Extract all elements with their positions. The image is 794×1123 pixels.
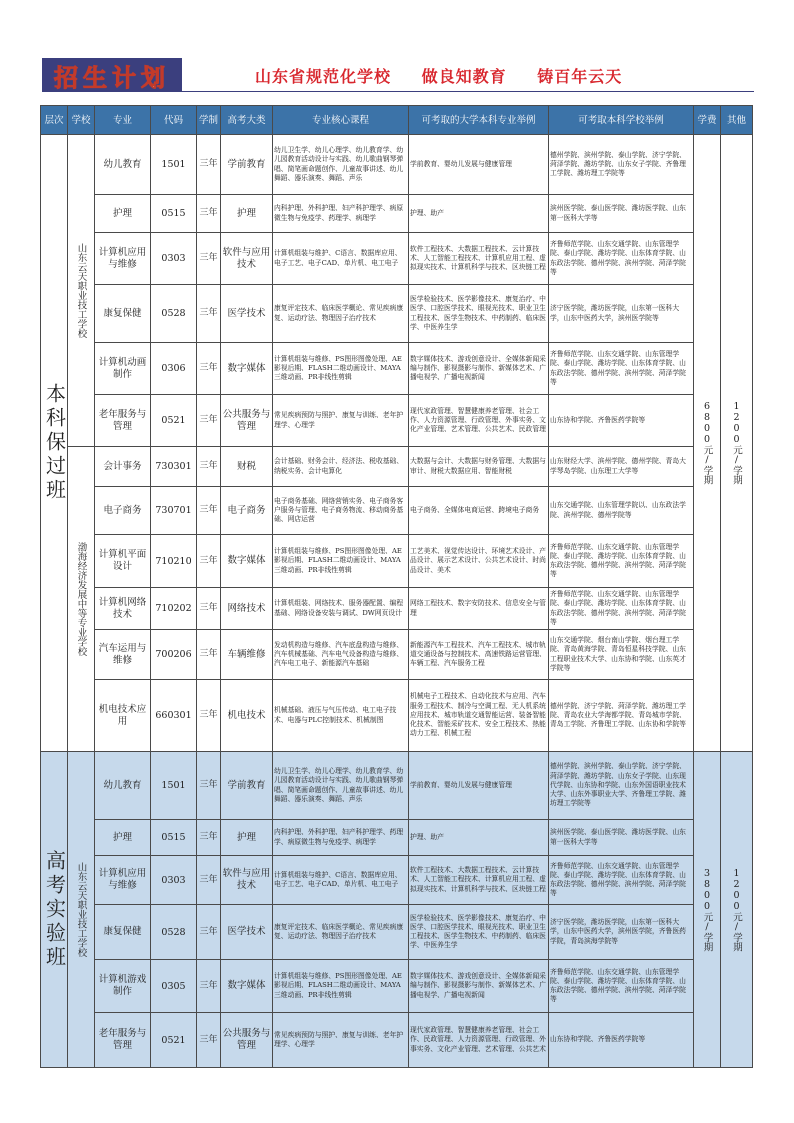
- category-cell: 财税: [221, 447, 273, 487]
- major-cell: 会计事务: [95, 447, 151, 487]
- column-header: 高考大类: [221, 106, 273, 135]
- school-cell-text: 山东云天职业技工学校: [75, 243, 87, 338]
- universities-cell: 济宁医学院，潍坊医学院，山东第一医科大学，山东中医药大学，滨州医学院，齐鲁医药学院，青岛滨海学院等: [549, 905, 694, 960]
- courses-cell: 内科护理、外科护理、妇产科护理学、病原微生物与免疫学、药理学、病理学: [273, 195, 409, 233]
- courses-cell: 幼儿卫生学、幼儿心理学、幼儿教育学、幼儿园教育活动设计与实践、幼儿歌曲钢琴弹唱、简笔画命题创作、儿童故事讲述、幼儿舞蹈、器乐演奏、舞蹈、声乐: [273, 752, 409, 820]
- courses-cell: 内科护理、外科护理、妇产科护理学、药理学、病原微生物与免疫学、病理学: [273, 820, 409, 856]
- years-cell: 三年: [197, 588, 221, 630]
- code-cell: 0303: [151, 233, 197, 285]
- major-cell: 幼儿教育: [95, 752, 151, 820]
- table-row: [41, 233, 753, 285]
- years-cell: 三年: [197, 195, 221, 233]
- table-row: [41, 856, 753, 905]
- university-majors-cell: 软件工程技术、大数据工程技术、云计算技术、人工智能工程技术、计算机应用工程、虚拟现实技术、计算机科学与技术、区块链工程: [409, 233, 549, 285]
- code-cell: 0303: [151, 856, 197, 905]
- column-header: 可考取本科学校举例: [549, 106, 694, 135]
- code-cell: 660301: [151, 680, 197, 752]
- years-cell: 三年: [197, 233, 221, 285]
- major-cell: 计算机应用与维修: [95, 856, 151, 905]
- code-cell: 0521: [151, 395, 197, 447]
- major-cell: 计算机游戏制作: [95, 960, 151, 1013]
- slogan-part: 铸百年云天: [537, 67, 623, 86]
- category-cell: 医学技术: [221, 905, 273, 960]
- courses-cell: 计算机组装与维修、PS图形图像处理、AE影视后期、FLASH二维动画设计、MAYA三维动画、PR非线性剪辑: [273, 343, 409, 395]
- courses-cell: 常见疾病预防与照护、康复与训练、老年护理学、心理学: [273, 1013, 409, 1068]
- major-cell: 康复保健: [95, 905, 151, 960]
- code-cell: 0305: [151, 960, 197, 1013]
- category-cell: 护理: [221, 820, 273, 856]
- code-cell: 0515: [151, 820, 197, 856]
- category-cell: 网络技术: [221, 588, 273, 630]
- years-cell: 三年: [197, 487, 221, 535]
- table-row: [41, 905, 753, 960]
- table-row: [41, 752, 753, 820]
- other-fee-cell-text: 1200元/学期: [731, 401, 742, 485]
- header-divider: [180, 91, 754, 92]
- major-cell: 汽车运用与维修: [95, 630, 151, 680]
- courses-cell: 计算机组装与维护、C语言、数据库应用、电子工艺、电子CAD、单片机、电工电子: [273, 856, 409, 905]
- category-cell: 学前教育: [221, 752, 273, 820]
- code-cell: 0515: [151, 195, 197, 233]
- code-cell: 0521: [151, 1013, 197, 1068]
- years-cell: 三年: [197, 960, 221, 1013]
- code-cell: 0528: [151, 905, 197, 960]
- courses-cell: 电子商务基础、网络营销实务、电子商务客户服务与管理、电子商务物流、移动商务基础、网店运营: [273, 487, 409, 535]
- category-cell: 电子商务: [221, 487, 273, 535]
- universities-cell: 山东协和学院、齐鲁医药学院等: [549, 1013, 694, 1068]
- university-majors-cell: 数字媒体技术、游戏创意设计、全媒体新闻采编与制作、影视摄影与制作、新媒体艺术、广播电视学、广播电视新闻: [409, 960, 549, 1013]
- code-cell: 730701: [151, 487, 197, 535]
- slogan-part: 做良知教育: [421, 67, 507, 86]
- courses-cell: 机械基础、液压与气压传动、电工电子技术、电器与PLC控制技术、机械制图: [273, 680, 409, 752]
- university-majors-cell: 医学检验技术、医学影像技术、康复治疗、中医学、口腔医学技术、眼视光技术、职业卫生工程技术、医学生物技术、中药制药、临床医学、中医养生学: [409, 285, 549, 343]
- courses-cell: 计算机组装与维护、C语言、数据库应用、电子工艺、电子CAD、单片机、电工电子: [273, 233, 409, 285]
- universities-cell: 齐鲁师范学院、山东交通学院、山东管理学院、泰山学院、潍坊学院、山东体育学院、山东政法学院、德州学院、滨州学院、菏泽学院等: [549, 588, 694, 630]
- major-cell: 电子商务: [95, 487, 151, 535]
- universities-cell: 滨州医学院、泰山医学院、潍坊医学院、山东第一医科大学等: [549, 195, 694, 233]
- major-cell: 计算机应用与维修: [95, 233, 151, 285]
- column-header: 可考取的大学本科专业举例: [409, 106, 549, 135]
- category-cell: 学前教育: [221, 135, 273, 195]
- level-cell-text: 高考实验班: [42, 849, 67, 970]
- major-cell: 老年服务与管理: [95, 1013, 151, 1068]
- university-majors-cell: 软件工程技术、大数据工程技术、云计算技术、人工智能工程技术、计算机应用工程、虚拟现实技术、计算机科学与技术、区块链工程: [409, 856, 549, 905]
- years-cell: 三年: [197, 905, 221, 960]
- universities-cell: 德州学院、滨州学院、泰山学院、济宁学院、菏泽学院、潍坊学院、山东女子学院、齐鲁理工学院、潍坊理工学院等: [549, 135, 694, 195]
- category-cell: 护理: [221, 195, 273, 233]
- courses-cell: 康复评定技术、临床医学概论、常见疾病康复、运动疗法、物理因子治疗技术: [273, 905, 409, 960]
- university-majors-cell: 学前教育、婴幼儿发展与健康管理: [409, 135, 549, 195]
- level-cell: [41, 752, 68, 1068]
- courses-cell: 发动机构造与维修、汽车底盘构造与维修、汽车机械基础、汽车电气设备构造与维修、汽车电工电子、新能源汽车基础: [273, 630, 409, 680]
- category-cell: 数字媒体: [221, 343, 273, 395]
- universities-cell: 山东财经大学、滨州学院、德州学院、青岛大学琴岛学院、山东理工大学等: [549, 447, 694, 487]
- universities-cell: 山东交通学院、山东管理学院以、山东政法学院、滨州学院、德州学院等: [549, 487, 694, 535]
- universities-cell: 德州学院、济宁学院、菏泽学院、潍坊理工学院、青岛农业大学海都学院、青岛城市学院、青岛工学院、齐鲁理工学院、山东协和学院等: [549, 680, 694, 752]
- code-cell: 710202: [151, 588, 197, 630]
- university-majors-cell: 网络工程技术、数字安防技术、信息安全与管理: [409, 588, 549, 630]
- table-row: [41, 343, 753, 395]
- column-header: 学校: [68, 106, 95, 135]
- universities-cell: 德州学院、滨州学院、泰山学院、济宁学院、菏泽学院、潍坊学院、山东女子学院、山东现代学院、山东协和学院、山东外国语职业技术大学、山东外事职业大学、齐鲁理工学院、潍坊理工学院等: [549, 752, 694, 820]
- universities-cell: 山东协和学院、齐鲁医药学院等: [549, 395, 694, 447]
- other-fee-cell-text: 1200元/学期: [731, 867, 742, 952]
- years-cell: 三年: [197, 820, 221, 856]
- category-cell: 软件与应用技术: [221, 233, 273, 285]
- universities-cell: 滨州医学院、泰山医学院、潍坊医学院、山东第一医科大学等: [549, 820, 694, 856]
- category-cell: 公共服务与管理: [221, 395, 273, 447]
- years-cell: 三年: [197, 395, 221, 447]
- column-header: 专业核心课程: [273, 106, 409, 135]
- tuition-cell-text: 3800元/学期: [701, 867, 713, 952]
- column-header: 其他: [721, 106, 753, 135]
- university-majors-cell: 现代家政管理、智慧健康养老管理、社会工作、人力资源管理、行政管理、外事实务、文化产业管理、艺术管理、公共艺术、民政管理: [409, 395, 549, 447]
- universities-cell: 济宁医学院，潍坊医学院，山东第一医科大学，山东中医药大学，滨州医学院等: [549, 285, 694, 343]
- code-cell: 0306: [151, 343, 197, 395]
- code-cell: 1501: [151, 135, 197, 195]
- table-row: [41, 535, 753, 588]
- column-header: 层次: [41, 106, 68, 135]
- courses-cell: 会计基础、财务会计、经济法、税收基础、纳税实务、会计电算化: [273, 447, 409, 487]
- university-majors-cell: 电子商务、全媒体电商运营、跨境电子商务: [409, 487, 549, 535]
- column-header: 代码: [151, 106, 197, 135]
- category-cell: 医学技术: [221, 285, 273, 343]
- university-majors-cell: 学前教育、婴幼儿发展与健康管理: [409, 752, 549, 820]
- title-banner: [42, 58, 182, 92]
- years-cell: 三年: [197, 343, 221, 395]
- years-cell: 三年: [197, 630, 221, 680]
- university-majors-cell: 新能源汽车工程技术、汽车工程技术、城市轨道交通设备与控制技术、高速铁路运营管理、车辆工程、汽车服务工程: [409, 630, 549, 680]
- courses-cell: 计算机组装与维修、PS图形图像处理、AE影视后期、FLASH二维动画设计、MAYA三维动画、PR非线性剪辑: [273, 960, 409, 1013]
- university-majors-cell: 工艺美术、视觉传达设计、环境艺术设计、产品设计、展示艺术设计、公共艺术设计、时尚品设计、美术: [409, 535, 549, 588]
- category-cell: 公共服务与管理: [221, 1013, 273, 1068]
- code-cell: 700206: [151, 630, 197, 680]
- table-row: [41, 680, 753, 752]
- years-cell: 三年: [197, 447, 221, 487]
- universities-cell: 山东交通学院、烟台南山学院、烟台理工学院、青岛黄海学院、青岛恒星科技学院、山东工程职业技术大学、山东协和学院、山东英才学院等: [549, 630, 694, 680]
- tuition-cell-text: 6800元/学期: [701, 401, 713, 485]
- table-row: [41, 630, 753, 680]
- column-header: 学费: [694, 106, 721, 135]
- courses-cell: 康复评定技术、临床医学概论、常见疾病康复、运动疗法、物理因子治疗技术: [273, 285, 409, 343]
- major-cell: 护理: [95, 195, 151, 233]
- category-cell: 软件与应用技术: [221, 856, 273, 905]
- tuition-cell: [694, 135, 721, 752]
- table-row: [41, 135, 753, 195]
- universities-cell: 齐鲁师范学院、山东交通学院、山东管理学院、泰山学院、潍坊学院、山东体育学院、山东政法学院、德州学院、滨州学院、菏泽学院等: [549, 343, 694, 395]
- level-cell-text: 本科保过班: [42, 383, 67, 503]
- university-majors-cell: 医学检验技术、医学影像技术、康复治疗、中医学、口腔医学技术、眼视光技术、职业卫生工程技术、医学生物技术、中药制药、临床医学、中医养生学: [409, 905, 549, 960]
- universities-cell: 齐鲁师范学院、山东交通学院、山东管理学院、泰山学院、潍坊学院、山东体育学院、山东政法学院、德州学院、滨州学院、菏泽学院等: [549, 535, 694, 588]
- courses-cell: 计算机组装与维修、PS图形图像处理、AE影视后期、FLASH二维动画设计、MAYA三维动画、PR非线性剪辑: [273, 535, 409, 588]
- column-header: 专业: [95, 106, 151, 135]
- level-cell: [41, 135, 68, 752]
- table-row: [41, 1013, 753, 1068]
- table-row: [41, 447, 753, 487]
- table-row: [41, 195, 753, 233]
- major-cell: 老年服务与管理: [95, 395, 151, 447]
- courses-cell: 常见疾病预防与照护、康复与训练、老年护理学、心理学: [273, 395, 409, 447]
- enrollment-table: [40, 105, 753, 1068]
- years-cell: 三年: [197, 535, 221, 588]
- university-majors-cell: 大数据与会计、大数据与财务管理、大数据与审计、财税大数据应用、智能财税: [409, 447, 549, 487]
- years-cell: 三年: [197, 680, 221, 752]
- code-cell: 710210: [151, 535, 197, 588]
- table-row: [41, 588, 753, 630]
- school-cell: [68, 752, 95, 1068]
- table-row: [41, 820, 753, 856]
- universities-cell: 齐鲁师范学院、山东交通学院、山东管理学院、泰山学院、潍坊学院、山东体育学院、山东政法学院、德州学院、滨州学院、菏泽学院等: [549, 960, 694, 1013]
- major-cell: 计算机网络技术: [95, 588, 151, 630]
- university-majors-cell: 机械电子工程技术、自动化技术与应用、汽车服务工程技术、制冷与空调工程、无人机系统应用技术、城市轨道交通智能运营、装备智能化技术、智能采矿技术、安全工程技术、热能动力工程、机械工程: [409, 680, 549, 752]
- category-cell: 机电技术: [221, 680, 273, 752]
- years-cell: 三年: [197, 1013, 221, 1068]
- major-cell: 计算机动画制作: [95, 343, 151, 395]
- table-row: [41, 960, 753, 1013]
- page-title: 招生计划: [54, 63, 170, 92]
- school-cell: [68, 135, 95, 447]
- universities-cell: 齐鲁师范学院、山东交通学院、山东管理学院、泰山学院、潍坊学院、山东体育学院、山东政法学院、德州学院、滨州学院、菏泽学院等: [549, 856, 694, 905]
- major-cell: 康复保健: [95, 285, 151, 343]
- category-cell: 车辆维修: [221, 630, 273, 680]
- table-row: [41, 285, 753, 343]
- category-cell: 数字媒体: [221, 960, 273, 1013]
- major-cell: 护理: [95, 820, 151, 856]
- university-majors-cell: 护理、助产: [409, 820, 549, 856]
- years-cell: 三年: [197, 752, 221, 820]
- code-cell: 0528: [151, 285, 197, 343]
- university-majors-cell: 护理、助产: [409, 195, 549, 233]
- table-header: [41, 106, 753, 135]
- major-cell: 计算机平面设计: [95, 535, 151, 588]
- tuition-cell: [694, 752, 721, 1068]
- courses-cell: 计算机组装、网络技术、服务器配置、编程基础、网络设备安装与调试、DW网页设计: [273, 588, 409, 630]
- university-majors-cell: 现代家政管理、智慧健康养老管理、社会工作、民政管理、人力资源管理、行政管理、外事实务、文化产业管理、艺术管理、公共艺术: [409, 1013, 549, 1068]
- table-row: [41, 395, 753, 447]
- school-cell-text: 渤海经济发展中等专业学校: [75, 542, 87, 656]
- code-cell: 1501: [151, 752, 197, 820]
- school-cell: [68, 447, 95, 752]
- other-fee-cell: [721, 135, 753, 752]
- other-fee-cell: [721, 752, 753, 1068]
- years-cell: 三年: [197, 285, 221, 343]
- years-cell: 三年: [197, 856, 221, 905]
- university-majors-cell: 数字媒体技术、游戏创意设计、全媒体新闻采编与制作、影视摄影与制作、新媒体艺术、广播电视学、广播电视新闻: [409, 343, 549, 395]
- courses-cell: 幼儿卫生学、幼儿心理学、幼儿教育学、幼儿园教育活动设计与实践、幼儿歌曲钢琴弹唱、简笔画命题创作、儿童故事讲述、幼儿舞蹈、器乐演奏、舞蹈、声乐: [273, 135, 409, 195]
- table-row: [41, 487, 753, 535]
- slogan: [255, 64, 646, 87]
- major-cell: 机电技术应用: [95, 680, 151, 752]
- category-cell: 数字媒体: [221, 535, 273, 588]
- major-cell: 幼儿教育: [95, 135, 151, 195]
- slogan-part: 山东省规范化学校: [255, 67, 392, 86]
- universities-cell: 齐鲁师范学院、山东交通学院、山东管理学院、泰山学院、潍坊学院、山东体育学院、山东政法学院、德州学院、滨州学院、菏泽学院等: [549, 233, 694, 285]
- years-cell: 三年: [197, 135, 221, 195]
- school-cell-text: 山东云天职业技工学校: [75, 862, 87, 957]
- column-header: 学制: [197, 106, 221, 135]
- code-cell: 730301: [151, 447, 197, 487]
